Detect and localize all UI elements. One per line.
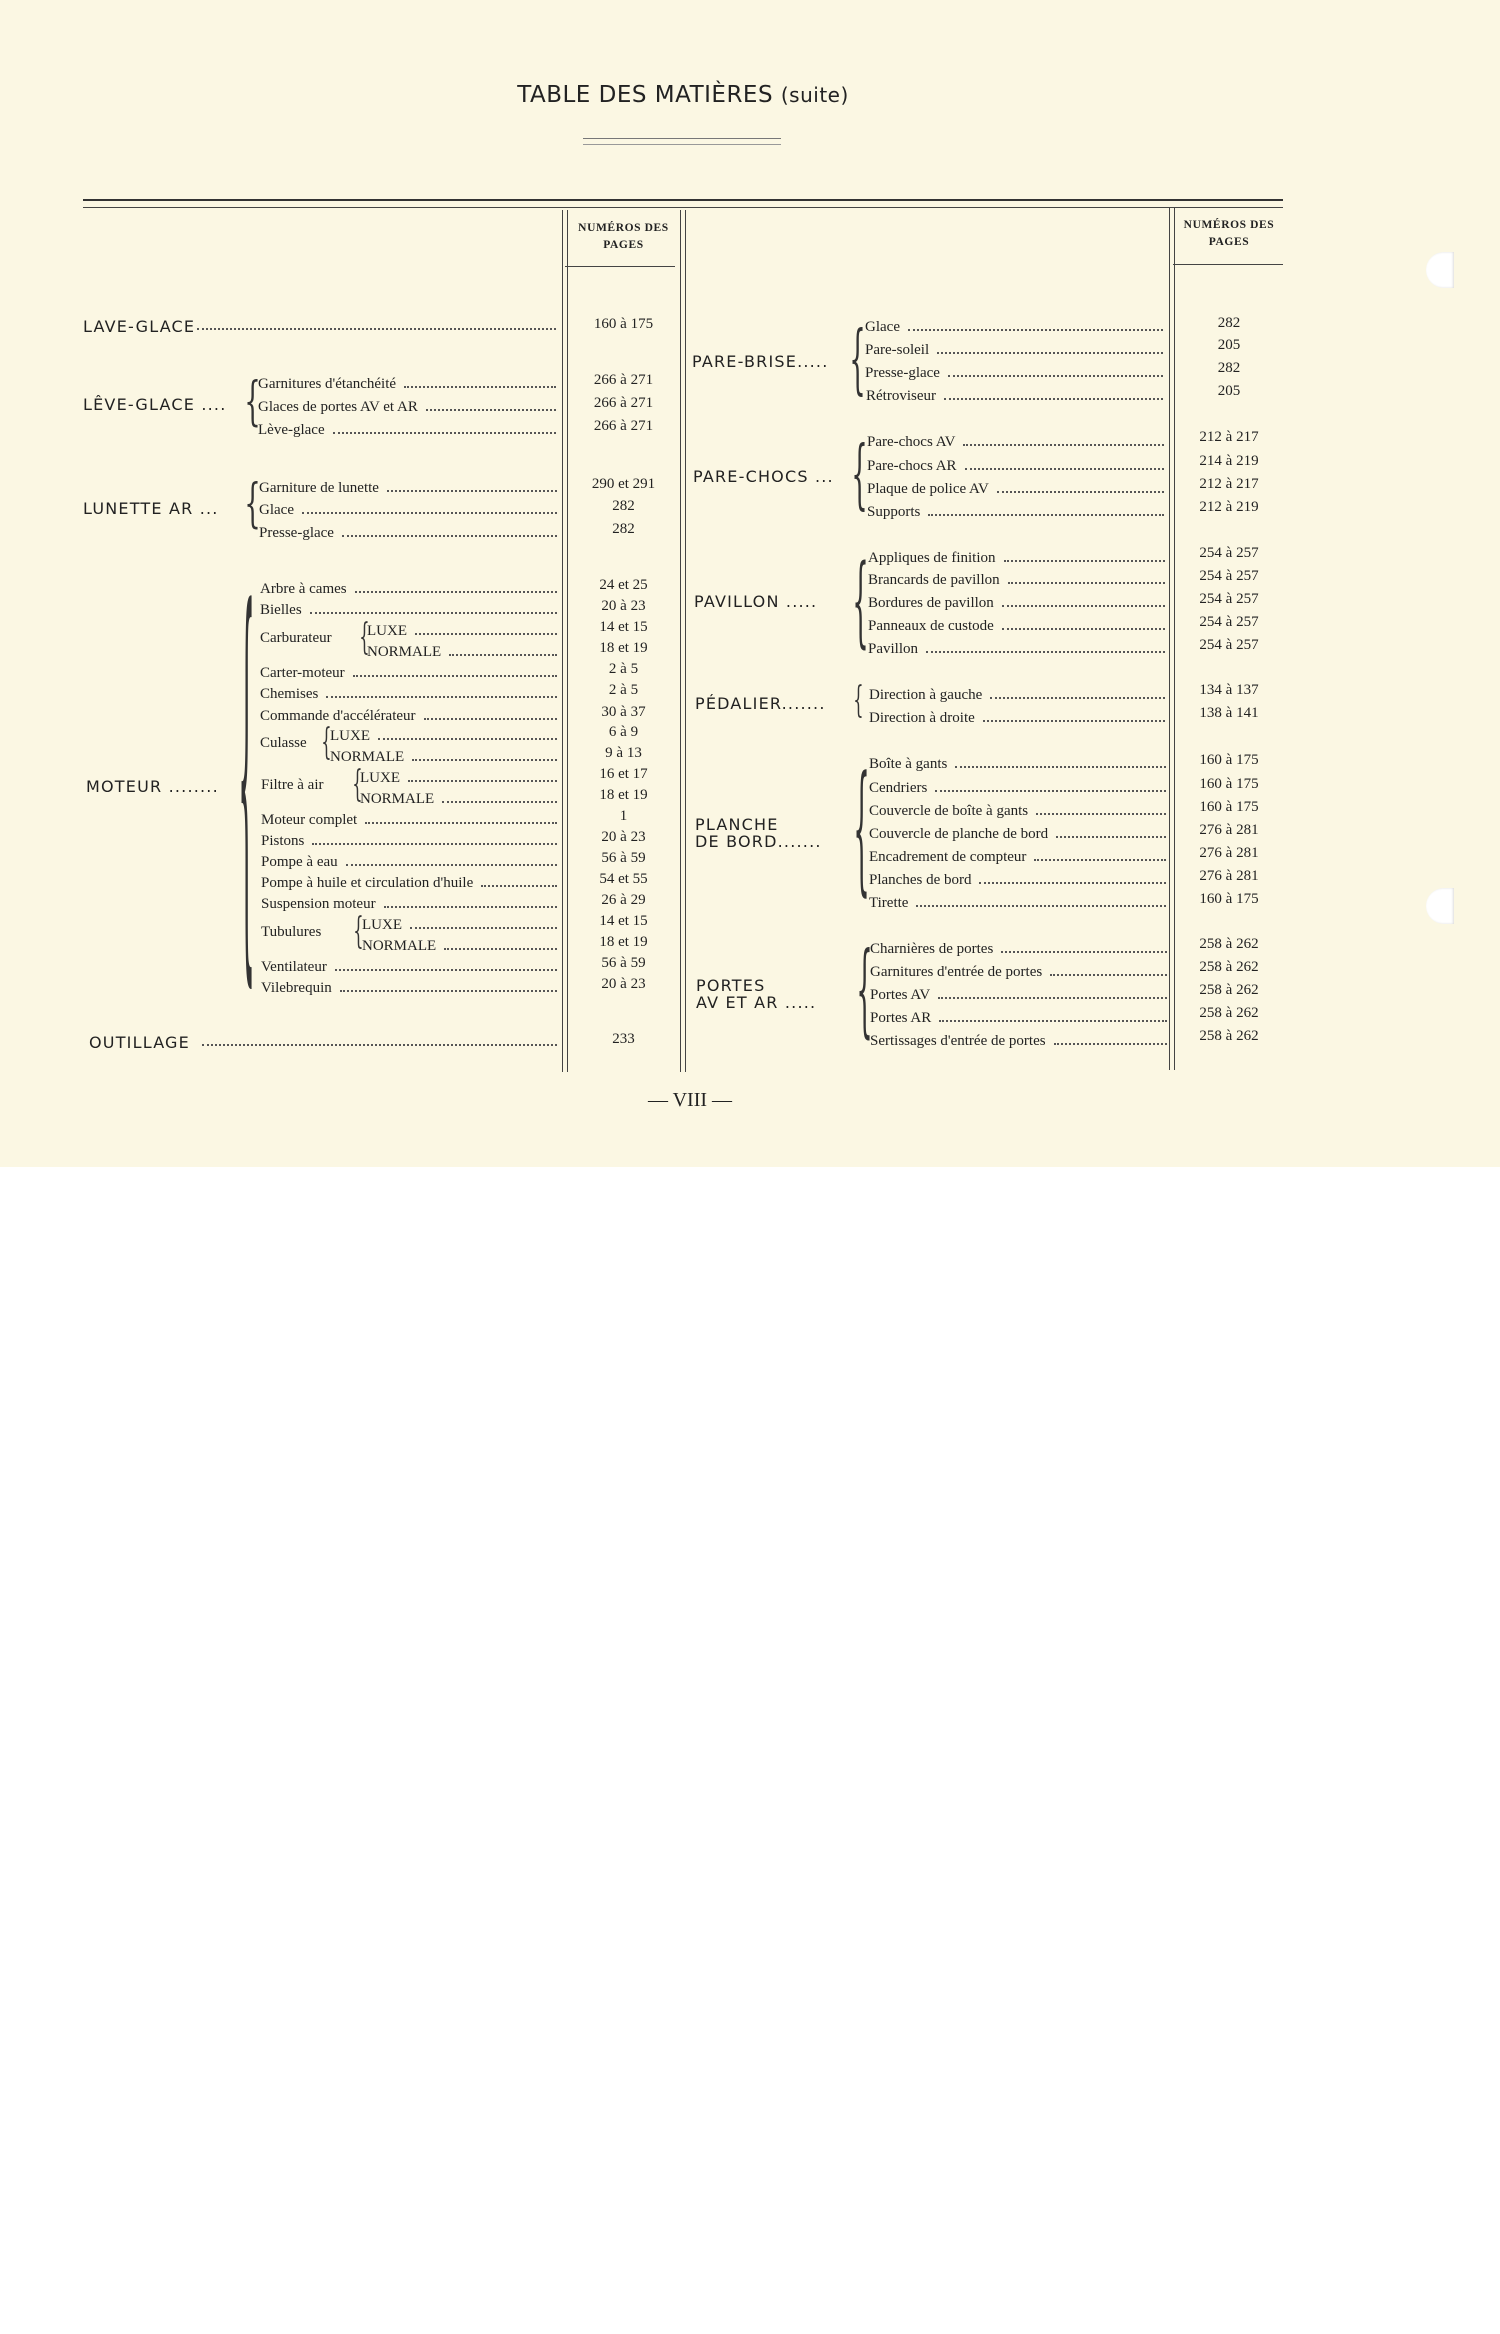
toc-row: Commande d'accélérateur <box>260 704 559 725</box>
right-column-header: NUMÉROS DES PAGES <box>1183 219 1275 248</box>
toc-row: NORMALE <box>330 745 559 766</box>
toc-row: Boîte à gants <box>869 752 1168 773</box>
toc-row: Rétroviseur <box>866 384 1165 405</box>
toc-row: Direction à gauche <box>869 683 1167 704</box>
page-number: 56 à 59 <box>601 955 646 971</box>
page-number: 276 à 281 <box>1199 822 1259 838</box>
toc-row: Bordures de pavillon <box>868 591 1167 612</box>
page-number: 205 <box>1217 337 1241 353</box>
section-pavillon: PAVILLON ..... <box>694 592 818 611</box>
brace-lunette-ar: { <box>244 474 261 534</box>
toc-row: Pavillon <box>868 637 1167 658</box>
toc-row: LUXE <box>360 766 559 787</box>
toc-row: Garnitures d'étanchéité <box>258 372 558 393</box>
toc-row: Carter-moteur <box>260 661 559 682</box>
toc-row: Glace <box>259 498 559 519</box>
toc-group-label: Filtre à air <box>261 777 324 793</box>
brace-filtre-a-air: { <box>352 764 363 805</box>
page-number: 212 à 219 <box>1199 499 1259 515</box>
brace-carburateur: { <box>359 617 370 658</box>
toc-row: Planches de bord <box>869 868 1168 889</box>
section-pare-chocs: PARE-CHOCS ... <box>693 467 834 486</box>
page-number: 266 à 271 <box>593 418 654 434</box>
page-number: 282 <box>1217 360 1241 376</box>
page-number: 160 à 175 <box>1199 891 1259 907</box>
page-number: 258 à 262 <box>1199 1005 1259 1021</box>
page-number: 160 à 175 <box>1199 776 1259 792</box>
toc-group-label: Carburateur <box>260 630 332 646</box>
page-number: 254 à 257 <box>1199 614 1259 630</box>
brace-pare-brise: { <box>849 316 866 404</box>
table-top-rule <box>83 199 1283 208</box>
toc-row: Garniture de lunette <box>259 476 559 497</box>
brace-leve-glace: { <box>244 372 261 432</box>
binder-hole <box>1426 252 1454 288</box>
toc-row: Panneaux de custode <box>868 614 1167 635</box>
page-number: 212 à 217 <box>1199 429 1259 445</box>
toc-row: Pare-soleil <box>865 338 1165 359</box>
page-number: 266 à 271 <box>593 372 654 388</box>
page-number: 54 et 55 <box>599 871 648 887</box>
page-number: 276 à 281 <box>1199 845 1259 861</box>
toc-row: Glace <box>865 315 1165 336</box>
toc-row: Encadrement de compteur <box>869 845 1168 866</box>
brace-tubulures: { <box>353 911 364 952</box>
toc-row: Appliques de finition <box>868 546 1167 567</box>
toc-row-lave-glace: LAVE-GLACE <box>83 314 558 335</box>
page-number: 1 <box>619 808 628 824</box>
section-moteur: MOTEUR ........ <box>86 777 219 796</box>
left-column-header: NUMÉROS DES PAGES <box>578 222 669 251</box>
page-number: 138 à 141 <box>1199 705 1259 721</box>
toc-row: Couvercle de planche de bord <box>869 822 1168 843</box>
section-leve-glace: LÊVE-GLACE .... <box>83 395 227 414</box>
page-number: 56 à 59 <box>601 850 646 866</box>
page-number: 24 et 25 <box>599 577 648 593</box>
toc-row: Tirette <box>869 891 1168 912</box>
toc-row: Charnières de portes <box>870 937 1169 958</box>
page-number: 258 à 262 <box>1199 936 1259 952</box>
page-number: 2 à 5 <box>608 661 639 677</box>
toc-group-label: Tubulures <box>261 924 322 940</box>
toc-row: Bielles <box>260 598 559 619</box>
right-header-rule <box>1173 264 1283 265</box>
page-number: 258 à 262 <box>1199 1028 1259 1044</box>
page-number: 9 à 13 <box>605 745 642 761</box>
page-number: 258 à 262 <box>1199 982 1259 998</box>
page-number: 254 à 257 <box>1199 545 1259 561</box>
page-number: 212 à 217 <box>1199 476 1259 492</box>
toc-row: Portes AR <box>870 1006 1169 1027</box>
toc-row: LUXE <box>330 724 559 745</box>
page-number: 18 et 19 <box>599 640 648 656</box>
toc-row: Presse-glace <box>865 361 1165 382</box>
toc-row: Brancards de pavillon <box>868 568 1167 589</box>
page-title: TABLE DES MATIÈRES (suite) <box>517 82 849 108</box>
brace-culasse: { <box>321 722 332 763</box>
title-rule <box>583 138 781 145</box>
section-pare-brise: PARE-BRISE..... <box>692 352 829 371</box>
toc-row: Cendriers <box>869 776 1168 797</box>
page-number: 254 à 257 <box>1199 637 1259 653</box>
page-number: 2 à 5 <box>608 682 639 698</box>
page-number: 254 à 257 <box>1199 568 1259 584</box>
left-header-rule <box>565 266 675 267</box>
toc-row: Portes AV <box>870 983 1169 1004</box>
section-planche-de-bord-line1: PLANCHE <box>695 815 779 834</box>
toc-row: Moteur complet <box>261 808 559 829</box>
toc-row: Pare-chocs AR <box>867 454 1166 475</box>
page-number: 18 et 19 <box>599 787 648 803</box>
section-pedalier: PÉDALIER....... <box>695 694 826 713</box>
page-number: 160 à 175 <box>593 316 654 332</box>
toc-row: Chemises <box>260 682 559 703</box>
toc-row: Pompe à eau <box>261 850 559 871</box>
toc-row: Supports <box>867 500 1166 521</box>
page-number: 20 à 23 <box>601 598 646 614</box>
brace-pedalier: { <box>853 680 864 721</box>
toc-row: Ventilateur <box>261 955 559 976</box>
toc-row-outillage: OUTILLAGE <box>89 1030 559 1051</box>
left-column-rule-a <box>562 210 563 1072</box>
page-number: 6 à 9 <box>608 724 639 740</box>
toc-row: Arbre à cames <box>260 577 559 598</box>
brace-moteur: { <box>238 534 255 1026</box>
toc-row: Glaces de portes AV et AR <box>258 395 558 416</box>
page-number: 290 et 291 <box>591 476 656 492</box>
brace-portes: { <box>856 932 873 1050</box>
binder-hole <box>1426 888 1454 924</box>
page-number: 160 à 175 <box>1199 752 1259 768</box>
page-number: 214 à 219 <box>1199 453 1259 469</box>
toc-row: Pistons <box>261 829 559 850</box>
page-number: 18 et 19 <box>599 934 648 950</box>
toc-row: Couvercle de boîte à gants <box>869 799 1168 820</box>
toc-row: Suspension moteur <box>261 892 559 913</box>
page-number: 26 à 29 <box>601 892 646 908</box>
center-divider-b <box>685 210 686 1072</box>
page-number: 282 <box>612 498 635 514</box>
toc-row: Lève-glace <box>258 418 558 439</box>
page-number: 134 à 137 <box>1199 682 1259 698</box>
page-number: 254 à 257 <box>1199 591 1259 607</box>
toc-row: Plaque de police AV <box>867 477 1166 498</box>
section-planche-de-bord-line2: DE BORD....... <box>695 832 822 851</box>
page-number: 205 <box>1217 383 1241 399</box>
toc-row: Pare-chocs AV <box>867 430 1166 451</box>
page-number: 16 et 17 <box>599 766 648 782</box>
toc-row: NORMALE <box>360 787 559 808</box>
page-number: 266 à 271 <box>593 395 654 411</box>
page-folio: — VIII — <box>647 1089 733 1111</box>
section-lunette-ar: LUNETTE AR ... <box>83 499 219 518</box>
section-portes-line1: PORTES <box>696 976 766 995</box>
brace-pavillon: { <box>852 545 869 659</box>
toc-row: LUXE <box>362 913 559 934</box>
page-number: 276 à 281 <box>1199 868 1259 884</box>
right-column-rule-a <box>1169 208 1170 1070</box>
page-number: 160 à 175 <box>1199 799 1259 815</box>
brace-pare-chocs: { <box>851 431 868 519</box>
toc-row: Direction à droite <box>869 706 1167 727</box>
page-number: 282 <box>1217 315 1241 331</box>
toc-row: Presse-glace <box>259 521 559 542</box>
page-number: 20 à 23 <box>601 829 646 845</box>
brace-planche-de-bord: { <box>853 749 870 911</box>
toc-row: Pompe à huile et circulation d'huile <box>261 871 559 892</box>
toc-row: NORMALE <box>362 934 559 955</box>
toc-row: Vilebrequin <box>261 976 559 997</box>
toc-row: LUXE <box>367 619 559 640</box>
page-number: 14 et 15 <box>599 913 648 929</box>
toc-group-label: Culasse <box>260 735 307 751</box>
section-portes-line2: AV ET AR ..... <box>696 993 817 1012</box>
toc-row: NORMALE <box>367 640 559 661</box>
page-number: 30 à 37 <box>601 704 646 720</box>
page-number: 14 et 15 <box>599 619 648 635</box>
toc-row: Sertissages d'entrée de portes <box>870 1029 1169 1050</box>
page-number: 233 <box>612 1031 635 1047</box>
center-divider-a <box>680 210 681 1072</box>
page-number: 282 <box>612 521 635 537</box>
page-number: 258 à 262 <box>1199 959 1259 975</box>
toc-row: Garnitures d'entrée de portes <box>870 960 1169 981</box>
page-number: 20 à 23 <box>601 976 646 992</box>
